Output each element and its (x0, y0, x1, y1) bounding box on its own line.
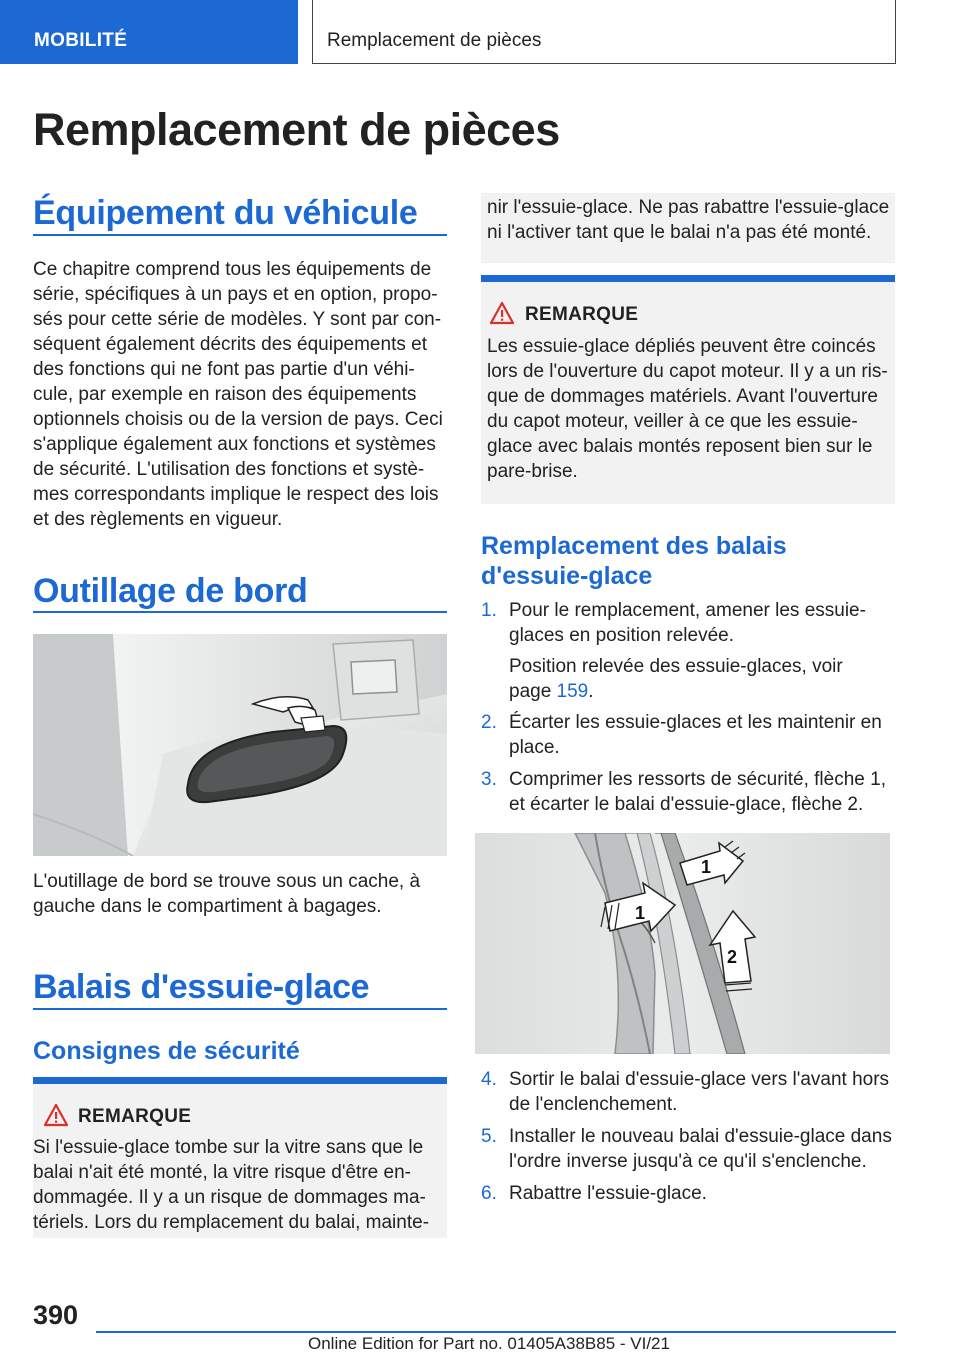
text-line: balai n'ait été monté, la vitre risque d'être en- (33, 1162, 411, 1183)
text-line: Écarter les essuie-glaces et les maintenir en (509, 712, 882, 733)
step-text (509, 710, 895, 760)
footer-edition: Online Edition for Part no. 01405A38B85 - VI/21 (308, 1334, 670, 1353)
step-number: 1. (481, 600, 497, 621)
text-line: et écarter le balai d'essuie-glace, flèche 2. (509, 794, 864, 815)
step-number: 3. (481, 769, 497, 790)
text-line: pare-brise. (487, 461, 578, 482)
arrow-label-1-top: 1 (701, 857, 712, 877)
text-line: nir l'essuie-glace. Ne pas rabattre l'essuie-glace (487, 197, 890, 218)
page-ref-prefix: page (509, 681, 557, 702)
heading-balais: Balais d'essuie-glace (33, 968, 370, 1006)
text-line: série, spécifiques à un pays et en option, propo- (33, 284, 438, 305)
text-line: Sortir le balai d'essuie-glace vers l'avant hors (509, 1069, 890, 1090)
text-line: gauche dans le compartiment à bagages. (33, 896, 382, 917)
page-title: Remplacement de pièces (33, 104, 560, 155)
heading-outillage: Outillage de bord (33, 572, 308, 610)
text-line (509, 679, 895, 704)
note-heading: REMARQUE (525, 304, 639, 325)
step-number: 5. (481, 1126, 497, 1147)
text-line: sés pour cette série de modèles. Y sont par con- (33, 309, 442, 330)
header-chapter-title: Remplacement de pièces (312, 0, 896, 64)
note-text (487, 334, 895, 484)
heading-rule (33, 1008, 447, 1010)
text-line: place. (509, 737, 560, 758)
warning-triangle-icon (489, 301, 515, 325)
text-line: glace avec balais montés reposent bien sur le (487, 436, 873, 457)
page-link[interactable]: 159 (556, 681, 589, 702)
outillage-paragraph (33, 869, 447, 919)
note-text (33, 1135, 447, 1235)
note-heading: REMARQUE (78, 1106, 192, 1127)
note-box-2 (481, 275, 895, 504)
text-line: glaces en position relevée. (509, 625, 734, 646)
text-line: mes correspondants implique le respect des lois (33, 484, 439, 505)
note-box-1-continued (481, 193, 895, 263)
heading-consignes: Consignes de sécurité (33, 1037, 300, 1065)
arrow-label-2: 2 (727, 947, 738, 967)
step-number: 6. (481, 1183, 497, 1204)
text-line: Pour le remplacement, amener les essuie- (509, 600, 866, 621)
tool-compartment-illustration (33, 634, 447, 856)
text-line: Si l'essuie-glace tombe sur la vitre sans que le (33, 1137, 424, 1158)
text-line: Rabattre l'essuie-glace. (509, 1183, 707, 1204)
step-number: 4. (481, 1069, 497, 1090)
text-line: cule, par exemple en raison des équipements (33, 384, 417, 405)
page-ref-suffix: . (588, 681, 594, 702)
heading-rule (33, 234, 447, 236)
step-text (509, 1124, 895, 1174)
note-bar (33, 1077, 447, 1084)
page-number: 390 (33, 1300, 79, 1330)
step-text (509, 1067, 895, 1117)
text-line: s'applique également aux fonctions et systèmes (33, 434, 436, 455)
heading-line: Remplacement des balais (481, 532, 787, 560)
text-line: tériels. Lors du remplacement du balai, mainte- (33, 1212, 430, 1233)
text-line: ni l'activer tant que le balai n'a pas été monté. (487, 222, 872, 243)
step-text (509, 598, 895, 704)
note-bar (481, 275, 895, 282)
heading-rule (33, 611, 447, 613)
step-text (509, 767, 895, 817)
figure-tool-compartment (33, 634, 447, 856)
text-line: que de dommages matériels. Avant l'ouverture (487, 386, 878, 407)
text-line: de sécurité. L'utilisation des fonctions et systè- (33, 459, 425, 480)
figure-wiper-blade (475, 833, 890, 1054)
text-line: Installer le nouveau balai d'essuie-glace dans (509, 1126, 892, 1147)
heading-line: d'essuie-glace (481, 562, 653, 590)
text-line: dommagée. Il y a un risque de dommages ma- (33, 1187, 426, 1208)
note-box-1 (33, 1077, 447, 1238)
heading-equipement: Équipement du véhicule (33, 194, 418, 232)
step-text (509, 1181, 895, 1206)
text-line: optionnels choisis ou de la version de pays. Ceci (33, 409, 443, 430)
text-line: et des règlements en vigueur. (33, 509, 283, 530)
footer-rule (96, 1331, 896, 1333)
heading-remplacement-balais (481, 531, 895, 591)
text-line: l'ordre inverse jusqu'à ce qu'il s'enclenche. (509, 1151, 867, 1172)
equipement-paragraph (33, 257, 447, 532)
text-line: des fonctions qui ne font pas partie d'un véhi- (33, 359, 415, 380)
header-section-tab: MOBILITÉ (0, 0, 298, 64)
text-line: lors de l'ouverture du capot moteur. Il y a un ris- (487, 361, 888, 382)
wiper-blade-illustration (475, 833, 890, 1054)
text-line: Position relevée des essuie-glaces, voir (509, 656, 843, 677)
step-number: 2. (481, 712, 497, 733)
text-line: de l'enclenchement. (509, 1094, 678, 1115)
note-text (487, 195, 895, 245)
text-line: Comprimer les ressorts de sécurité, flèche 1, (509, 769, 886, 790)
text-line: L'outillage de bord se trouve sous un cache, à (33, 871, 421, 892)
text-line: séquent également décrits des équipements et (33, 334, 427, 355)
warning-triangle-icon (43, 1103, 69, 1127)
text-line: Ce chapitre comprend tous les équipements de (33, 259, 432, 280)
text-line: du capot moteur, veiller à ce que les essuie- (487, 411, 858, 432)
arrow-label-1-left: 1 (635, 903, 646, 923)
text-line: Les essuie-glace dépliés peuvent être coincés (487, 336, 876, 357)
